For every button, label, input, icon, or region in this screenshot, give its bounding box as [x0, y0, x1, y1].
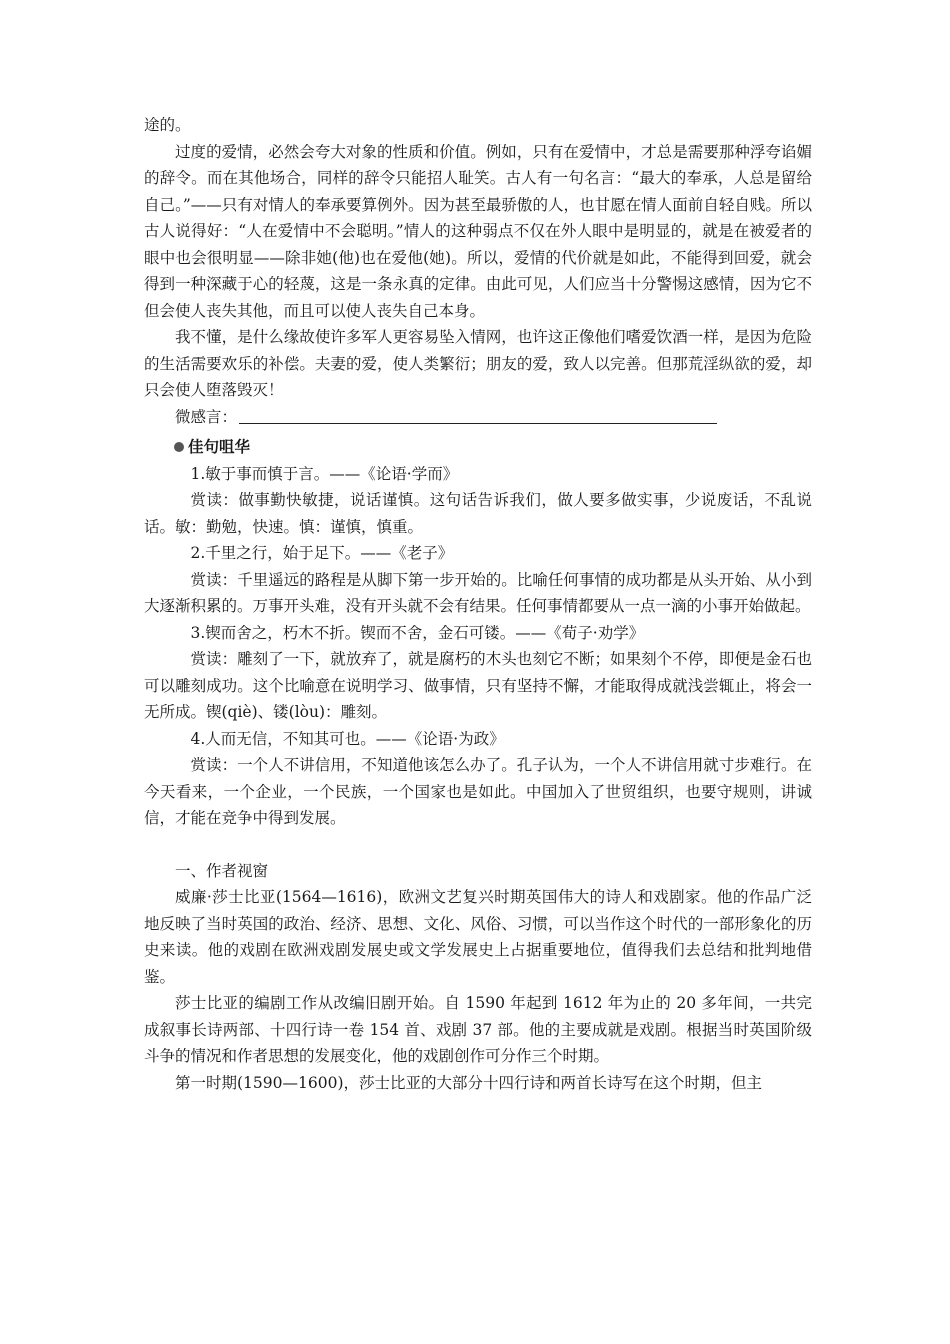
- author-paragraph-1: 威廉·莎士比亚(1564—1616)，欧洲文艺复兴时期英国伟大的诗人和戏剧家。他的作品广泛地反映了当时英国的政治、经济、思想、文化、风俗、习惯，可以当作这个时代的一部形象化的历史来读。他的戏剧在欧洲戏剧发展史或文学发展史上占据重要地位，值得我们去总结和批判地借鉴。: [144, 888, 812, 986]
- micro-comment-row: [144, 404, 812, 431]
- quote-2: 2.千里之行，始于足下。——《老子》: [190, 544, 454, 562]
- micro-comment-label: 微感言：: [175, 407, 238, 426]
- bullet-icon: [174, 442, 184, 452]
- section-heading: [174, 434, 812, 461]
- quote-4-comment: 赏读：一个人不讲信用，不知道他该怎么办了。孔子认为，一个人不讲信用就寸步难行。在今天看来，一个企业，一个民族，一个国家也是如此。中国加入了世贸组织，也要守规则，讲诚信，才能在竞争中得到发展。: [144, 756, 812, 827]
- document-page: [144, 112, 812, 1096]
- quote-1: 1.敏于事而慎于言。——《论语·学而》: [190, 464, 459, 483]
- author-heading: 一、作者视窗: [175, 861, 269, 880]
- quote-2-comment: 赏读：千里遥远的路程是从脚下第一步开始的。比喻任何事情的成功都是从头开始、从小到大逐渐积累的。万事开头难，没有开头就不会有结果。任何事情都要从一点一滴的小事开始做起。: [144, 570, 812, 615]
- paragraph-continuation: 途的。: [144, 116, 191, 134]
- author-paragraph-3: 第一时期(1590—1600)，莎士比亚的大部分十四行诗和两首长诗写在这个时期，但主: [175, 1073, 762, 1092]
- quote-3-comment: 赏读：雕刻了一下，就放弃了，就是腐朽的木头也刻它不断；如果刻个不停，即便是金石也可以雕刻成功。这个比喻意在说明学习、做事情，只有坚持不懈，才能取得成就浅尝辄止，将会一无所成。锲(qiè)、镂(lòu)：雕刻。: [144, 650, 812, 721]
- section-title: 佳句咀华: [188, 438, 251, 456]
- paragraph-love-excess: 过度的爱情，必然会夸大对象的性质和价值。例如，只有在爱情中，才总是需要那种浮夸谄媚的辞令。而在其他场合，同样的辞令只能招人耻笑。古人有一句名言：“最大的奉承，人总是留给自己。”——只有对情人的奉承要算例外。因为甚至最骄傲的人，也甘愿在情人面前自轻自贱。所以古人说得好：“人在爱情中不会聪明。”情人的这种弱点不仅在外人眼中是明显的，就是在被爱者的眼中也会很明显——除非她(他)也在爱他(她)。所以，爱情的代价就是如此，不能得到回爱，就会得到一种深藏于心的轻蔑，这是一条永真的定律。由此可见，人们应当十分警惕这感情，因为它不但会使人丧失其他，而且可以使人丧失自己本身。: [144, 142, 812, 320]
- spacer: [144, 832, 812, 858]
- quote-1-comment: 赏读：做事勤快敏捷，说话谨慎。这句话告诉我们，做人要多做实事，少说废话，不乱说话。敏：勤勉，快速。慎：谨慎，慎重。: [144, 491, 812, 536]
- quote-4: 4.人而无信，不知其可也。——《论语·为政》: [190, 729, 505, 748]
- quote-3: 3.锲而舍之，朽木不折。锲而不舍，金石可镂。——《荀子·劝学》: [190, 623, 645, 642]
- author-paragraph-2: 莎士比亚的编剧工作从改编旧剧开始。自 1590 年起到 1612 年为止的 20 多年间，一共完成叙事长诗两部、十四行诗一卷 154 首、戏剧 37 部。他的主要成就是戏剧。根据当时英国阶级斗争的情况和作者思想的发展变化，他的戏剧创作可分作三个时期。: [144, 994, 812, 1065]
- micro-comment-blank[interactable]: [239, 405, 717, 424]
- paragraph-soldiers-love: 我不懂，是什么缘故使许多军人更容易坠入情网，也许这正像他们嗜爱饮酒一样，是因为危险的生活需要欢乐的补偿。夫妻的爱，使人类繁衍；朋友的爱，致人以完善。但那荒淫纵欲的爱，却只会使人堕落毁灭！: [144, 328, 812, 399]
